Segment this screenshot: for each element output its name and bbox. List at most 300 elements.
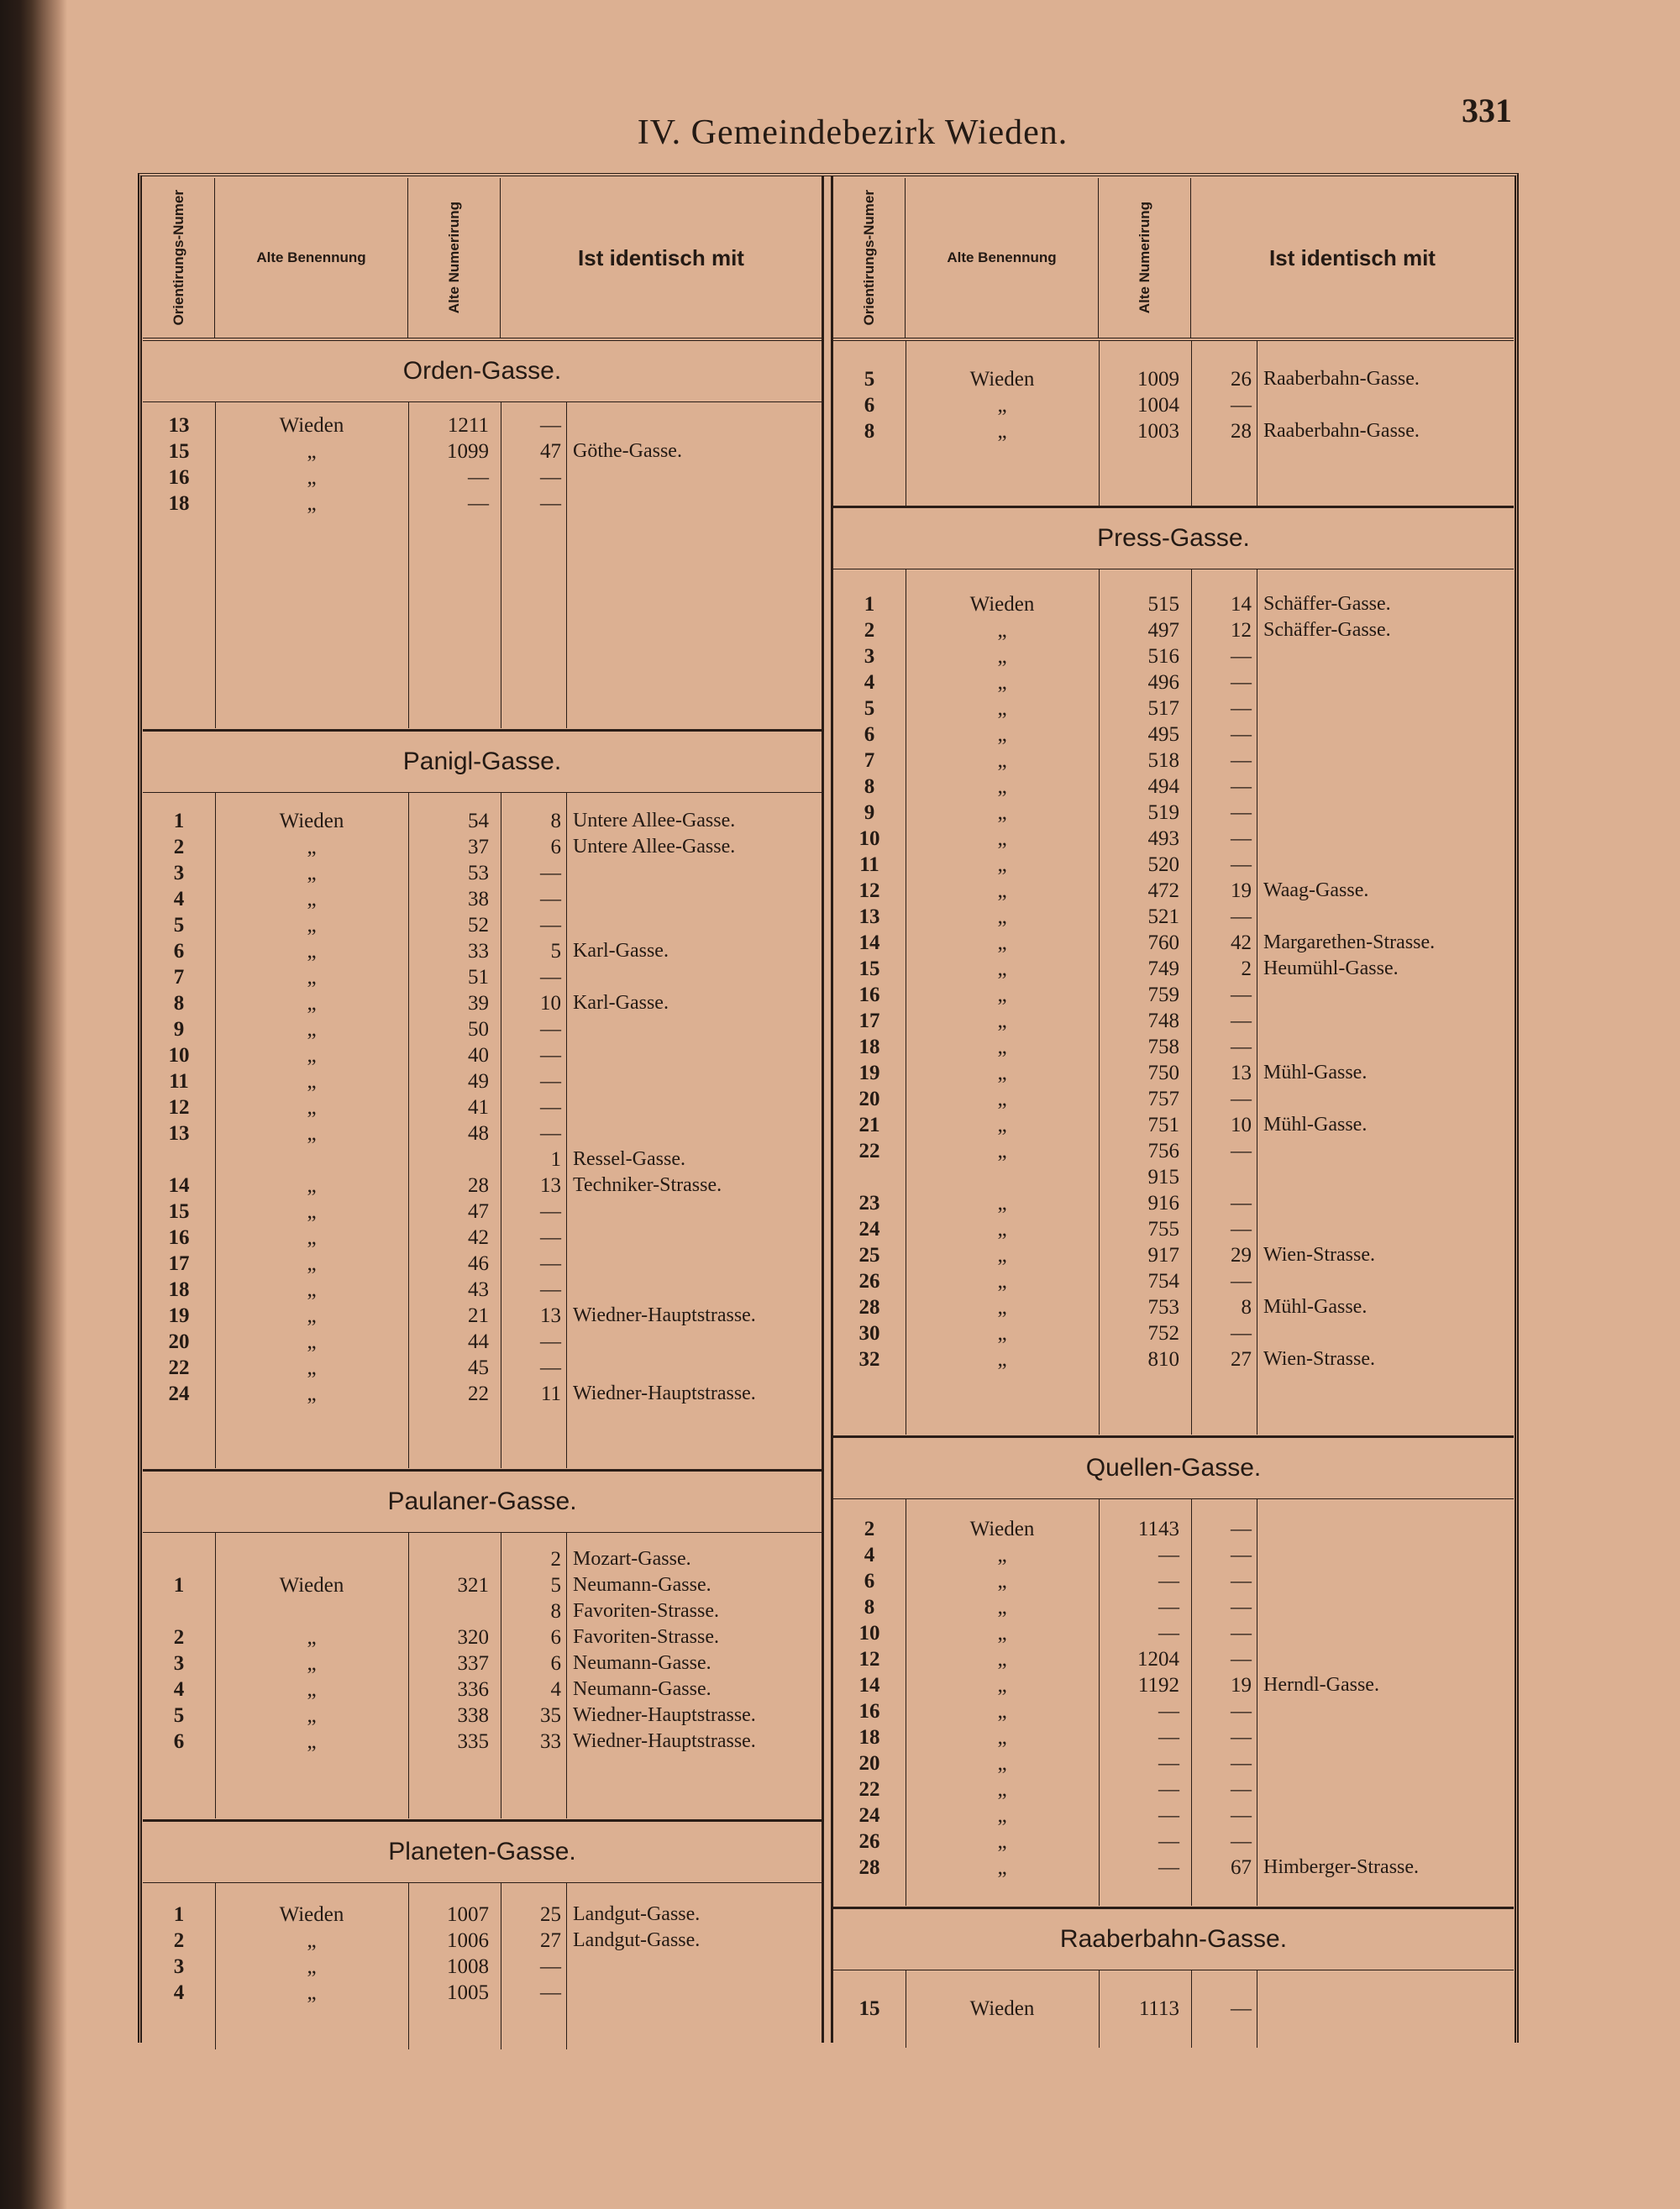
table-row [833,748,1514,774]
new-number-cell: — [1231,1622,1252,1645]
old-name-cell: „ [997,1778,1007,1801]
orientation-number-cell [143,1546,215,1572]
orientation-number-cell: 18 [168,1278,190,1301]
table-row [143,1572,822,1598]
new-number-cell: — [1231,801,1252,824]
table-row [143,1980,822,2006]
identical-with-cell [1257,1216,1514,1242]
table-row [833,1672,1514,1698]
old-number-cell: — [468,492,489,515]
new-number-cell: — [540,414,561,437]
identical-with-cell: Landgut-Gasse. [573,1929,701,1951]
identical-with-cell: Wien-Strasse. [1263,1348,1375,1370]
identical-with-cell [566,964,822,990]
orientation-number-cell: 15 [168,440,190,463]
old-name-cell: „ [307,1200,317,1223]
header-alte-numerirung: Alte Numerirung [408,178,501,338]
old-number-cell: 760 [1147,931,1179,954]
old-number-cell: 1192 [1137,1674,1179,1697]
old-number-cell: 520 [1147,853,1179,876]
new-number-cell: 8 [550,810,561,832]
new-number-cell: 6 [550,1652,561,1675]
table-row [143,912,822,938]
new-number-cell: — [1231,1036,1252,1058]
orientation-number-cell: 16 [168,1226,190,1249]
left-column [143,178,822,2043]
old-name-cell: „ [307,1383,317,1405]
identical-with-cell: Heumühl-Gasse. [1263,958,1399,979]
old-name-cell: „ [997,619,1007,642]
old-number-cell: 1204 [1137,1648,1179,1671]
old-name-cell: „ [997,1062,1007,1084]
old-number-cell: 42 [468,1226,489,1249]
table-row [143,1303,822,1329]
header-orientirungs-numer: Orientirungs-Numer [143,178,215,338]
section-quellen-gasse [833,1438,1514,1909]
table-row [143,438,822,464]
new-number-cell [1191,1164,1257,1190]
identical-with-cell [566,1251,822,1277]
orientation-number-cell: 6 [173,1730,185,1753]
new-number-cell: — [1231,905,1252,928]
identical-with-cell [1257,826,1514,852]
old-name-cell: „ [307,1704,317,1727]
orientation-number-cell: 20 [858,1088,880,1110]
old-number-cell: 1099 [447,440,489,463]
old-number-cell: 52 [468,914,489,937]
identical-with-cell [1257,695,1514,721]
table-row [143,1016,822,1042]
old-name-cell: „ [997,879,1007,902]
new-number-cell: 33 [540,1730,561,1753]
old-number-cell: 750 [1147,1062,1179,1084]
identical-with-cell: Waag-Gasse. [1263,879,1369,901]
orientation-number-cell: 10 [858,1622,880,1645]
header-alte-numerirung: Alte Numerirung [1099,178,1191,338]
old-name-cell: „ [997,1348,1007,1371]
table-row [833,1516,1514,1542]
identical-with-cell [1257,1086,1514,1112]
old-name-cell: „ [307,466,317,489]
identical-with-cell [1257,1190,1514,1216]
identical-with-cell [1257,669,1514,695]
old-number-cell: 1003 [1137,420,1179,443]
new-number-cell: 13 [540,1304,561,1327]
orientation-number-cell: 6 [864,394,875,417]
old-number-cell: 28 [468,1174,489,1197]
orientation-number-cell: 8 [173,992,185,1015]
identical-with-cell [1257,1034,1514,1060]
old-name-cell: „ [307,1626,317,1649]
table-row [143,1225,822,1251]
orientation-number-cell: 28 [858,1296,880,1319]
old-name-cell: „ [997,671,1007,694]
old-number-cell: — [1158,1570,1179,1592]
new-number-cell: — [1231,1752,1252,1775]
table-row [833,591,1514,617]
new-number-cell: — [1231,671,1252,694]
table-row [143,1703,822,1729]
table-row [833,1268,1514,1294]
old-number-cell: — [1158,1596,1179,1619]
table-row [833,956,1514,982]
old-number-cell: 517 [1147,697,1179,720]
table-row [833,1112,1514,1138]
orientation-number-cell: 19 [858,1062,880,1084]
new-number-cell: — [1231,853,1252,876]
old-name-cell: „ [997,1700,1007,1723]
new-number-cell: — [540,1226,561,1249]
old-name-cell: „ [307,940,317,963]
old-number-cell: 43 [468,1278,489,1301]
identical-with-cell: Mozart-Gasse. [573,1548,691,1570]
new-number-cell: — [1231,697,1252,720]
new-number-cell: 2 [550,1548,561,1571]
table-rows [143,1546,822,1755]
orientation-number-cell: 5 [864,368,875,391]
old-number-cell: 1211 [447,414,489,437]
identical-with-cell: Neumann-Gasse. [573,1652,711,1674]
old-number-cell: 320 [457,1626,489,1649]
old-name-cell: „ [307,992,317,1015]
table-row [833,366,1514,392]
new-number-cell: — [540,1200,561,1223]
orientation-number-cell: 6 [173,940,185,963]
table-body [833,1970,1514,2048]
orientation-number-cell: 5 [173,1704,185,1727]
old-name-cell: „ [997,1830,1007,1853]
old-number-cell: — [1158,1856,1179,1879]
table-row [143,412,822,438]
old-number-cell: 38 [468,888,489,910]
old-name-cell: „ [997,1140,1007,1162]
old-number-cell: — [1158,1752,1179,1775]
new-number-cell: 6 [550,836,561,858]
orientation-number-cell: 28 [858,1856,880,1879]
new-number-cell: — [1231,1648,1252,1671]
new-number-cell: — [1231,1544,1252,1566]
table-row [833,392,1514,418]
old-name-cell: „ [997,1218,1007,1241]
table-row [143,1199,822,1225]
old-name-cell: „ [997,827,1007,850]
orientation-number-cell: 24 [858,1218,880,1241]
new-number-cell: — [540,1252,561,1275]
new-number-cell: — [1231,1088,1252,1110]
new-number-cell: 12 [1231,619,1252,642]
table-row [833,669,1514,695]
table-row [833,826,1514,852]
old-name-cell: „ [997,697,1007,720]
old-name-cell: „ [307,1678,317,1701]
new-number-cell: — [1231,1830,1252,1853]
old-name-cell: „ [307,914,317,937]
old-number-cell: 50 [468,1018,489,1041]
old-name-cell: „ [997,1296,1007,1319]
identical-with-cell [566,1980,822,2006]
orientation-number-cell: 15 [168,1200,190,1223]
orientation-number-cell: 12 [858,1648,880,1671]
table-row [143,1251,822,1277]
table-row [833,1034,1514,1060]
old-number-cell: 53 [468,862,489,884]
table-row [143,1902,822,1928]
orientation-number-cell: 22 [858,1778,880,1801]
new-number-cell: 10 [540,992,561,1015]
orientation-number-cell: 2 [864,619,875,642]
orientation-number-cell: 13 [168,414,190,437]
new-number-cell: — [1231,827,1252,850]
table-row [833,1138,1514,1164]
table-row [143,1598,822,1624]
old-number-cell: 751 [1147,1114,1179,1136]
new-number-cell: — [540,914,561,937]
new-number-cell: 26 [1231,368,1252,391]
identical-with-cell [1257,1568,1514,1594]
new-number-cell: — [1231,1322,1252,1345]
table-body [143,1533,822,1818]
table-row [143,1355,822,1381]
new-number-cell: — [1231,1700,1252,1723]
new-number-cell: — [1231,723,1252,746]
new-number-cell: 47 [540,440,561,463]
identical-with-cell [1257,643,1514,669]
old-number-cell: 33 [468,940,489,963]
identical-with-cell [1257,1594,1514,1620]
old-name-cell: Wieden [969,593,1035,616]
section-panigl-gasse [143,732,822,1472]
old-name-cell: „ [307,1304,317,1327]
old-name-cell: „ [307,1356,317,1379]
old-name-cell: „ [997,853,1007,876]
identical-with-cell: Göthe-Gasse. [573,440,682,462]
identical-with-cell [566,1225,822,1251]
table-body [833,341,1514,506]
new-number-cell: — [540,966,561,989]
orientation-number-cell: 7 [864,749,875,772]
old-number-cell: 335 [457,1730,489,1753]
new-number-cell: — [1231,1778,1252,1801]
old-number-cell: 759 [1147,984,1179,1006]
identical-with-cell [1257,1996,1514,2022]
old-number-cell: 337 [457,1652,489,1675]
identical-with-cell: Wiedner-Hauptstrasse. [573,1383,756,1404]
old-name-cell: „ [307,1122,317,1145]
orientation-number-cell: 15 [858,958,880,980]
old-name-cell: „ [997,1244,1007,1267]
old-name-cell: „ [997,1752,1007,1775]
new-number-cell: — [1231,394,1252,417]
old-name-cell: „ [307,1730,317,1753]
old-number-cell: 516 [1147,645,1179,668]
old-name-cell: „ [307,1018,317,1041]
old-number-cell: — [1158,1778,1179,1801]
new-number-cell: — [540,1356,561,1379]
identical-with-cell [566,1277,822,1303]
section-title: Press-Gasse. [833,508,1514,569]
old-number-cell: 753 [1147,1296,1179,1319]
orientation-number-cell: 15 [858,1997,880,2020]
section-planeten-gasse-continued [833,341,1514,508]
new-number-cell: — [540,1955,561,1978]
orientation-number-cell: 11 [859,853,879,876]
old-name-cell: „ [997,1804,1007,1827]
identical-with-cell [566,464,822,491]
identical-with-cell: Schäffer-Gasse. [1263,593,1391,615]
old-name-cell: „ [997,1036,1007,1058]
old-name-cell: Wieden [279,1574,344,1597]
table-row [143,1120,822,1146]
orientation-number-cell: 10 [168,1044,190,1067]
orientation-number-cell: 30 [858,1322,880,1345]
identical-with-cell [1257,1516,1514,1542]
identical-with-cell: Karl-Gasse. [573,940,669,962]
table-row [143,1676,822,1703]
orientation-number-cell: 3 [173,1955,185,1978]
new-number-cell: 4 [550,1678,561,1701]
table-row [833,1646,1514,1672]
old-number-cell: 497 [1147,619,1179,642]
old-name-cell [215,1146,408,1173]
orientation-number-cell: 20 [168,1330,190,1353]
old-name-cell: „ [307,1929,317,1952]
orientation-number-cell: 4 [173,888,185,910]
old-number-cell: 49 [468,1070,489,1093]
new-number-cell: — [540,1330,561,1353]
identical-with-cell: Wiedner-Hauptstrasse. [573,1730,756,1752]
table-row [833,982,1514,1008]
new-number-cell: 5 [550,940,561,963]
old-number-cell: 754 [1147,1270,1179,1293]
orientation-number-cell: 11 [169,1070,189,1093]
orientation-number-cell: 19 [168,1304,190,1327]
table-row [833,852,1514,878]
new-number-cell: — [540,492,561,515]
orientation-number-cell: 2 [173,1929,185,1952]
table-body [833,569,1514,1435]
orientation-number-cell: 1 [173,810,185,832]
table-row [833,1776,1514,1802]
identical-with-cell [1257,1646,1514,1672]
orientation-number-cell: 3 [173,1652,185,1675]
table-rows [833,1996,1514,2022]
column-divider [822,176,833,2043]
table-row [833,1060,1514,1086]
old-number-cell: 810 [1147,1348,1179,1371]
table-row [833,1829,1514,1855]
orientation-number-cell: 4 [864,1544,875,1566]
orientation-number-cell: 1 [173,1903,185,1926]
old-number-cell: 519 [1147,801,1179,824]
section-title: Raaberbahn-Gasse. [833,1909,1514,1970]
table-row [143,1928,822,1954]
identical-with-cell: Karl-Gasse. [573,992,669,1014]
old-name-cell: „ [997,1088,1007,1110]
section-press-gasse [833,508,1514,1438]
old-name-cell: „ [307,862,317,884]
new-number-cell: 8 [550,1600,561,1623]
table-row [143,808,822,834]
new-number-cell: 67 [1231,1856,1252,1879]
old-name-cell: „ [997,749,1007,772]
old-name-cell: „ [307,1330,317,1353]
old-number-cell: 41 [468,1096,489,1119]
old-name-cell: „ [997,775,1007,798]
old-number-cell: 755 [1147,1218,1179,1241]
orientation-number-cell: 7 [173,966,185,989]
old-name-cell: „ [997,394,1007,417]
old-number-cell: 21 [468,1304,489,1327]
left-header [143,178,822,341]
table-row [833,1086,1514,1112]
old-number-cell: 493 [1147,827,1179,850]
identical-with-cell [566,1329,822,1355]
table-row [143,1650,822,1676]
identical-with-cell [566,1355,822,1381]
orientation-number-cell [833,1164,906,1190]
table-row [143,1329,822,1355]
table-row [833,1008,1514,1034]
old-number-cell: 51 [468,966,489,989]
orientation-number-cell: 18 [168,492,190,515]
identical-with-cell [566,1120,822,1146]
identical-with-cell [566,1042,822,1068]
table-row [143,1277,822,1303]
orientation-number-cell: 24 [858,1804,880,1827]
old-name-cell: „ [997,1674,1007,1697]
orientation-number-cell: 16 [168,466,190,489]
old-number-cell: 40 [468,1044,489,1067]
identical-with-cell [1257,904,1514,930]
table-row [833,1242,1514,1268]
orientation-number-cell: 5 [864,697,875,720]
identical-with-cell [1257,1724,1514,1750]
old-name-cell: „ [307,1278,317,1301]
new-number-cell: 13 [540,1174,561,1197]
identical-with-cell: Mühl-Gasse. [1263,1062,1368,1084]
identical-with-cell [566,1068,822,1094]
table-row [143,491,822,517]
orientation-number-cell: 22 [168,1356,190,1379]
table-row [833,904,1514,930]
identical-with-cell [566,860,822,886]
new-number-cell: 42 [1231,931,1252,954]
identical-with-cell [1257,721,1514,748]
table-rows [143,1902,822,2006]
old-number-cell: 1007 [447,1903,489,1926]
old-name-cell: „ [307,1044,317,1067]
identical-with-cell: Mühl-Gasse. [1263,1296,1368,1318]
orientation-number-cell: 18 [858,1036,880,1058]
table-rows [833,366,1514,444]
section-title: Paulaner-Gasse. [143,1472,822,1533]
table-row [833,1216,1514,1242]
orientation-number-cell: 1 [864,593,875,616]
section-raaberbahn-gasse [833,1909,1514,2049]
new-number-cell: 6 [550,1626,561,1649]
table-row [833,617,1514,643]
table-body [143,1883,822,2049]
identical-with-cell [566,1016,822,1042]
old-name-cell: „ [307,492,317,515]
new-number-cell: — [540,1981,561,2004]
new-number-cell: 27 [1231,1348,1252,1371]
old-number-cell: — [468,466,489,489]
orientation-number-cell: 24 [168,1383,190,1405]
old-name-cell: „ [307,1226,317,1249]
old-name-cell: „ [997,1270,1007,1293]
old-number-cell: — [1158,1830,1179,1853]
